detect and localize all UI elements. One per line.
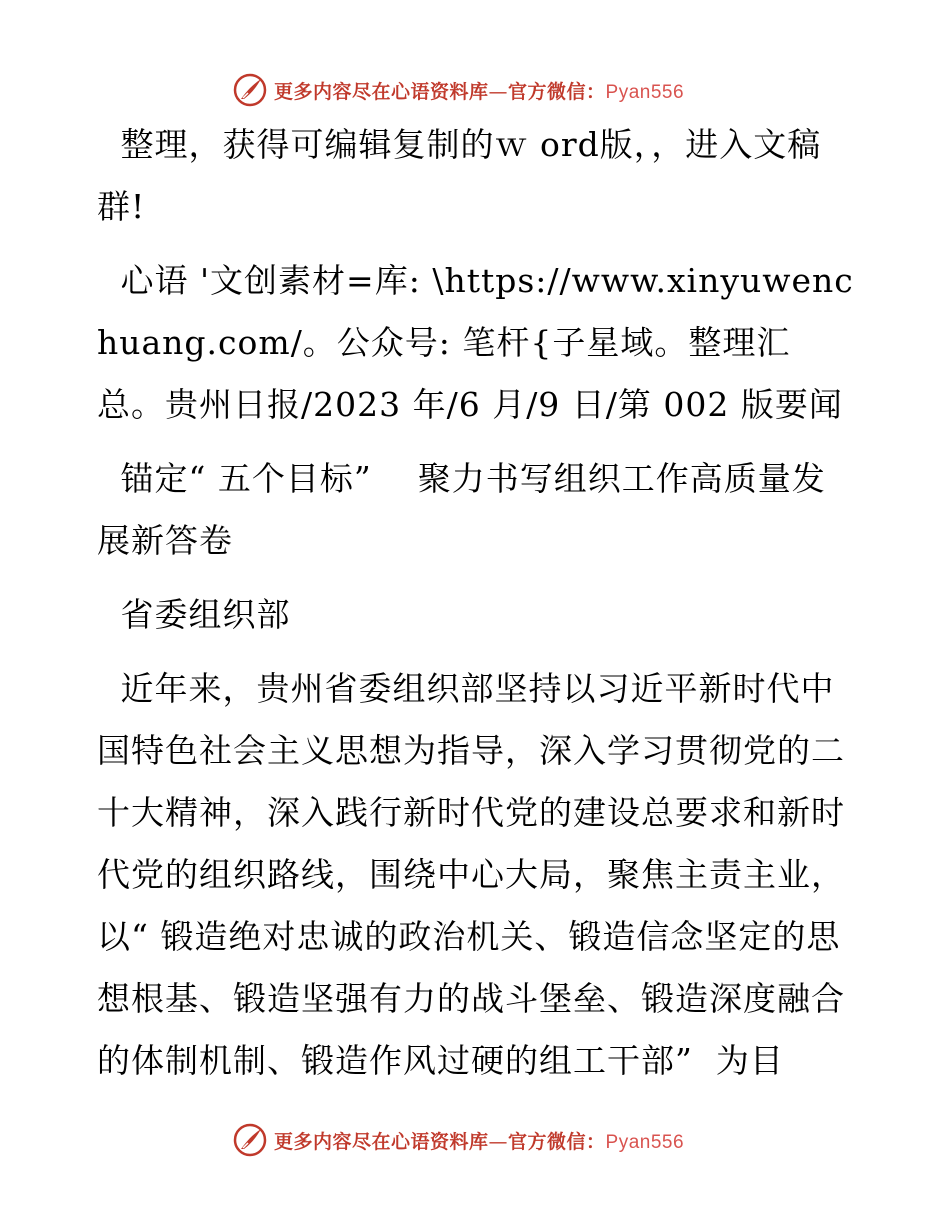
article-body-paragraph: 近年来，贵州省委组织部坚持以习近平新时代中国特色社会主义思想为指导，深入学习贯彻党的二十大精神，深入践行新时代党的建设总要求和新时代党的组织路线，围绕中心大局，聚焦主责主业，以“ 锻造绝对忠诚的政治机关、锻造信念坚定的思想根基、锻造坚强有力的战斗堡垒、锻造深度融合的体制机制、锻造作风过硬的组工干部” 为目 (97, 669, 845, 1080)
document-body (97, 114, 857, 1104)
banner-wechat-label: 官方微信： (508, 80, 606, 103)
banner-dash: — (488, 1130, 509, 1153)
article-headline: 锚定“ 五个目标” 聚力书写组织工作高质量发展新答卷 (97, 459, 826, 560)
banner-main-text: 更多内容尽在心语资料库 (274, 1130, 489, 1153)
red-quill-logo-icon (232, 72, 268, 108)
banner-wechat-id: Pyan556 (605, 1131, 685, 1153)
banner-text (274, 1127, 684, 1154)
banner-dash: — (488, 80, 509, 103)
footer-watermark-banner (232, 1120, 684, 1160)
banner-main-text: 更多内容尽在心语资料库 (274, 80, 489, 103)
header-watermark-banner (232, 70, 684, 110)
banner-wechat-id: Pyan556 (605, 81, 685, 103)
banner-text (274, 77, 684, 104)
intro-paragraph: 整理，获得可编辑复制的ｗ ord版，，进入文稿群! (97, 125, 822, 226)
banner-wechat-label: 官方微信： (508, 1130, 606, 1153)
red-quill-logo-icon (232, 1122, 268, 1158)
source-paragraph: 心语 '文创素材=库: \https://www.xinyuwenchuang.com/。公众号: 笔杆{子星域。整理汇总。贵州日报/2023 年/6 月/9 日/第 002 版要闻 (97, 261, 854, 424)
article-author: 省委组织部 (109, 595, 291, 634)
